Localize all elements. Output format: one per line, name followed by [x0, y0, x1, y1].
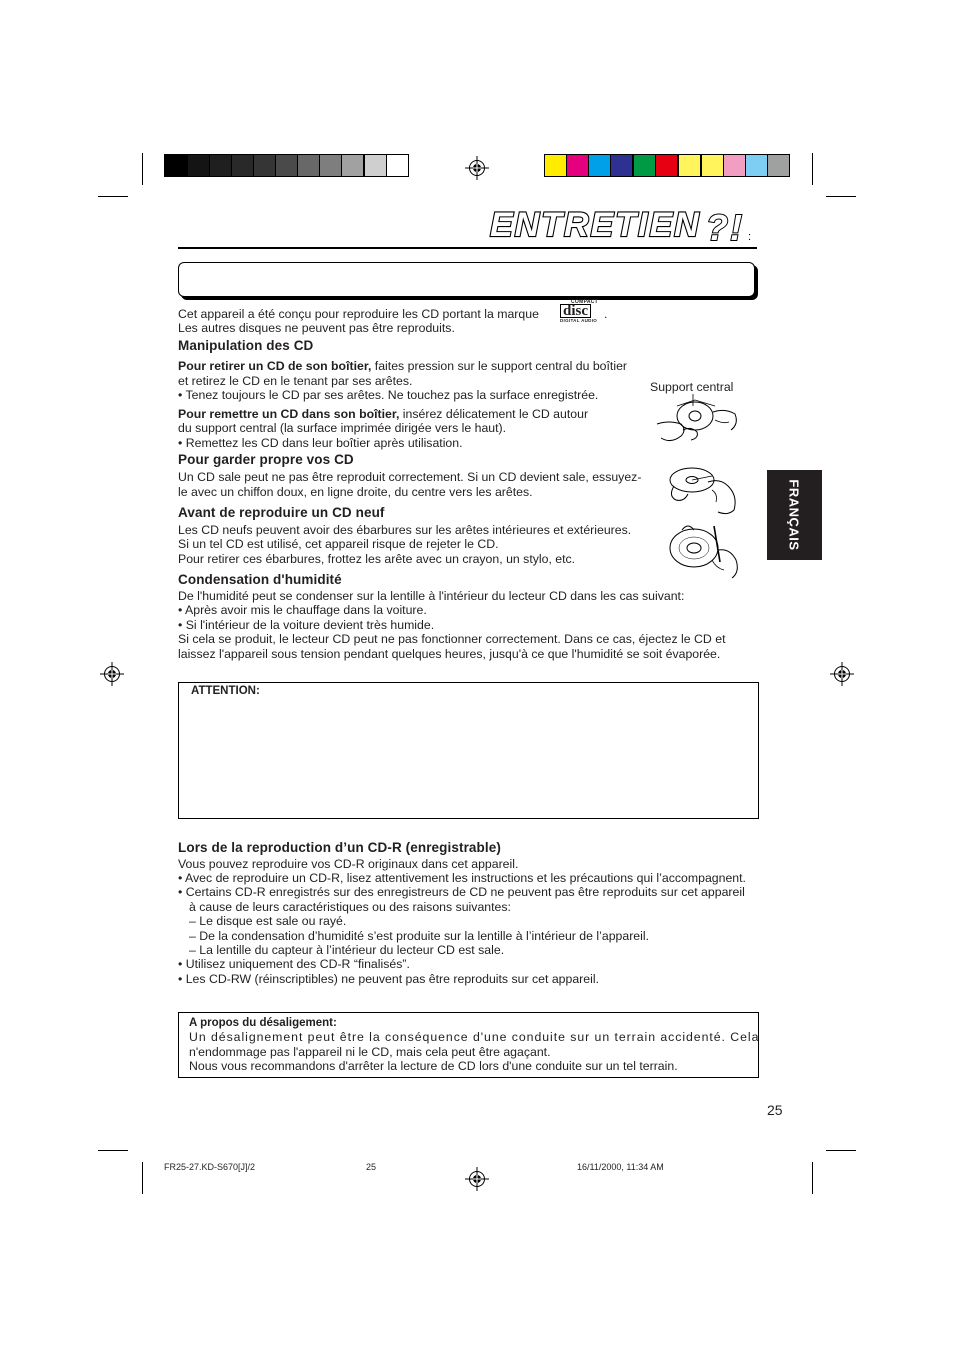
svg-text::: : — [748, 231, 752, 243]
desalign-line-2: n'endommage pas l'appareil ni le CD, mais cela peut être agaçant. — [189, 1045, 551, 1059]
newcd-line-1: Les CD neufs peuvent avoir des ébarbures sur les arêtes intérieures et extérieures. — [178, 523, 632, 537]
cd-case-hand-illustration — [655, 394, 745, 450]
svg-text:?: ? — [706, 208, 728, 244]
gray-swatch — [364, 154, 387, 177]
intro-line-2: Les autres disques ne peuvent pas être reproduits. — [178, 321, 455, 335]
registration-mark-icon — [100, 662, 124, 686]
footer-page: 25 — [366, 1162, 377, 1172]
color-swatch — [633, 154, 656, 177]
footer-datetime: 16/11/2000, 11:34 AM — [577, 1162, 664, 1172]
manip-heading: Manipulation des CD — [178, 338, 314, 353]
registration-mark-icon — [465, 1167, 489, 1191]
color-swatch — [544, 154, 567, 177]
cdr-bullet-4: • Les CD-RW (réinscriptibles) ne peuvent pas être reproduits sur cet appareil. — [178, 972, 599, 986]
gray-swatch — [209, 154, 232, 177]
cdr-heading: Lors de la reproduction d’un CD-R (enregistrable) — [178, 840, 501, 855]
cdr-dash-3: – La lentille du capteur à l’intérieur du lecteur CD est sale. — [189, 943, 505, 957]
cdr-bullet-2-cont: à cause de leurs caractéristiques ou des raisons suivantes: — [189, 900, 511, 914]
color-swatch — [723, 154, 746, 177]
humid-line-1: De l'humidité peut se condenser sur la lentille à l'intérieur du lecteur CD dans les cas suivant: — [178, 589, 685, 603]
cdr-bullet-2: • Certains CD-R enregistrés sur des enregistreurs de CD ne peuvent pas être reproduits sur cet appareil — [178, 885, 745, 899]
clean-line-1: Un CD sale peut ne pas être reproduit correctement. Si un CD devient sale, essuyez- — [178, 470, 642, 484]
humid-line-2: Si cela se produit, le lecteur CD peut ne pas fonctionner correctement. Dans ce cas, éjectez le CD et — [178, 632, 726, 646]
gray-swatch — [297, 154, 320, 177]
gray-swatch — [253, 154, 276, 177]
intro-line-1: Cet appareil a été conçu pour reproduire les CD portant la marque — [178, 307, 539, 321]
manip-p1-line2: et retirez le CD en le tenant par ses arêtes. — [178, 374, 413, 388]
gray-swatch — [231, 154, 254, 177]
cd-pen-illustration — [668, 520, 743, 580]
humid-bullet-1: • Après avoir mis le chauffage dans la voiture. — [178, 603, 427, 617]
question-exclamation-icon — [706, 208, 760, 244]
color-swatch — [745, 154, 768, 177]
attention-label: ATTENTION: — [191, 685, 260, 697]
cdr-bullet-3: • Utilisez uniquement des CD-R “finalisés”. — [178, 957, 410, 971]
section-banner — [178, 262, 755, 297]
language-label: FRANÇAIS — [786, 479, 802, 551]
cdr-dash-2: – De la condensation d’humidité s’est produite sur la lentille à l’intérieur de l’appareil. — [189, 929, 650, 943]
desalign-label: A propos du désaligement: — [189, 1017, 337, 1029]
cd-wipe-illustration — [668, 460, 743, 518]
registration-mark-icon — [830, 662, 854, 686]
humid-bullet-2: • Si l'intérieur de la voiture devient très humide. — [178, 618, 435, 632]
gray-swatch — [319, 154, 342, 177]
attention-box — [178, 682, 759, 819]
humid-line-3: laissez l'appareil sous tension pendant quelques heures, jusqu'à ce que l'humidité se soit évaporée. — [178, 647, 721, 661]
color-swatch — [655, 154, 678, 177]
newcd-line-3: Pour retirer ces ébarbures, frottez les arête avec un crayon, un stylo, etc. — [178, 552, 576, 566]
color-swatch — [588, 154, 611, 177]
gray-swatch — [341, 154, 364, 177]
manip-bullet-1: • Tenez toujours le CD par ses arêtes. Ne touchez pas la surface enregistrée. — [178, 388, 599, 402]
cdr-bullet-1: • Avec de reproduire un CD-R, lisez attentivement les instructions et les précautions qui l’accompagnent. — [178, 871, 746, 885]
color-swatch — [701, 154, 724, 177]
intro-line-1-end: . — [604, 307, 608, 321]
clean-heading: Pour garder propre vos CD — [178, 452, 354, 467]
clean-line-2: le avec un chiffon doux, en ligne droite, du centre vers les arêtes. — [178, 485, 533, 499]
manip-p2: Pour remettre un CD dans son boîtier, insérez délicatement le CD autour — [178, 407, 589, 421]
color-swatch — [678, 154, 701, 177]
gray-swatch — [164, 154, 187, 177]
desalign-line-3: Nous vous recommandons d'arrêter la lecture de CD lors d'une conduite sur un tel terrain. — [189, 1059, 678, 1073]
gray-swatch — [187, 154, 210, 177]
gray-swatch — [386, 154, 409, 177]
desalign-line-1: Un désalignement peut être la conséquence d'une conduite sur un terrain accidenté. Cela — [189, 1030, 760, 1044]
title-rule — [178, 247, 757, 249]
page-number: 25 — [767, 1102, 783, 1118]
manip-p1: Pour retirer un CD de son boîtier, faites pression sur le support central du boîtier — [178, 359, 628, 373]
page-title: ENTRETIEN — [490, 206, 701, 244]
newcd-heading: Avant de reproduire un CD neuf — [178, 505, 385, 520]
newcd-line-2: Si un tel CD est utilisé, cet appareil risque de rejeter le CD. — [178, 537, 499, 551]
support-label: Support central — [650, 380, 734, 394]
humid-heading: Condensation d'humidité — [178, 572, 342, 587]
color-swatch — [610, 154, 633, 177]
footer-file: FR25-27.KD-S670[J]/2 — [164, 1162, 256, 1172]
registration-mark-icon — [465, 156, 489, 180]
language-side-tab — [767, 470, 822, 560]
compact-disc-logo: COMPACT disc DIGITAL AUDIO — [560, 299, 599, 323]
cdr-dash-1: – Le disque est sale ou rayé. — [189, 914, 347, 928]
color-swatch — [566, 154, 589, 177]
gray-swatch — [275, 154, 298, 177]
manip-p2-line2: du support central (la surface imprimée dirigée vers le haut). — [178, 421, 507, 435]
svg-text:!: ! — [730, 208, 742, 244]
color-swatch — [767, 154, 790, 177]
cdr-line-1: Vous pouvez reproduire vos CD-R originaux dans cet appareil. — [178, 857, 519, 871]
manip-bullet-2: • Remettez les CD dans leur boîtier après utilisation. — [178, 436, 463, 450]
